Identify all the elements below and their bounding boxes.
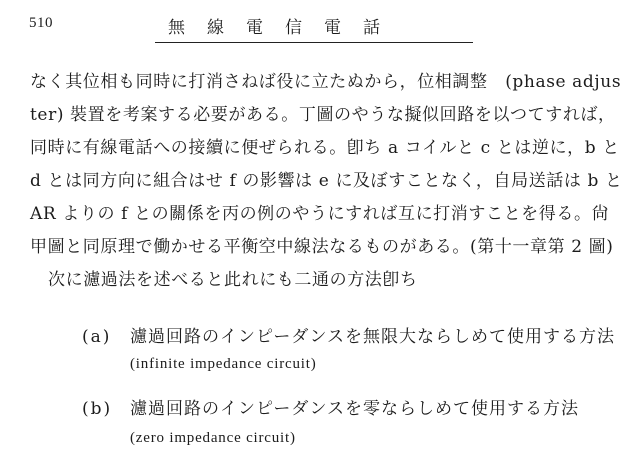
list-english-a: (infinite impedance circuit) — [130, 356, 317, 372]
list-text-a: 濾過回路のインピーダンスを無限大ならしめて使用する方法 — [130, 327, 615, 347]
body-line-3: 同時に有線電話への接續に便ぜられる。卽ち a コイルと c とは逆に，b と — [30, 138, 620, 158]
body-line-6: 甲圖と同原理で働かせる平衡空中線法なるものがある。(第十一章第 2 圖) — [30, 237, 614, 257]
body-paragraph — [30, 66, 623, 297]
title-underline — [155, 42, 473, 43]
filter-intro-line: 次に濾過法を述べると此れにも二通の方法卽ち — [48, 270, 418, 290]
list-text-b: 濾過回路のインピーダンスを零ならしめて使用する方法 — [130, 399, 579, 419]
body-line-4: d とは同方向に組合はせ f の影響は e に及ぼすことなく，自局送話は b と — [30, 171, 623, 191]
body-line-2: ter) 裝置を考案する必要がある。丁圖のやうな擬似回路を以つてすれば， — [30, 105, 616, 125]
list-marker-a: (a) — [82, 327, 112, 347]
body-line-1: なく其位相も同時に打消さねば役に立たぬから，位相調整 (phase adjus — [30, 72, 622, 92]
page-number: 510 — [29, 15, 53, 31]
list-item-a — [82, 322, 622, 347]
list-english-b: (zero impedance circuit) — [130, 430, 296, 446]
list-marker-b: (b) — [82, 399, 113, 419]
list-item-b — [82, 394, 622, 419]
running-title: 無線電信電話 — [168, 18, 402, 38]
body-line-5: AR よりの f との關係を丙の例のやうにすれば互に打消すことを得る。尙 — [30, 204, 610, 224]
